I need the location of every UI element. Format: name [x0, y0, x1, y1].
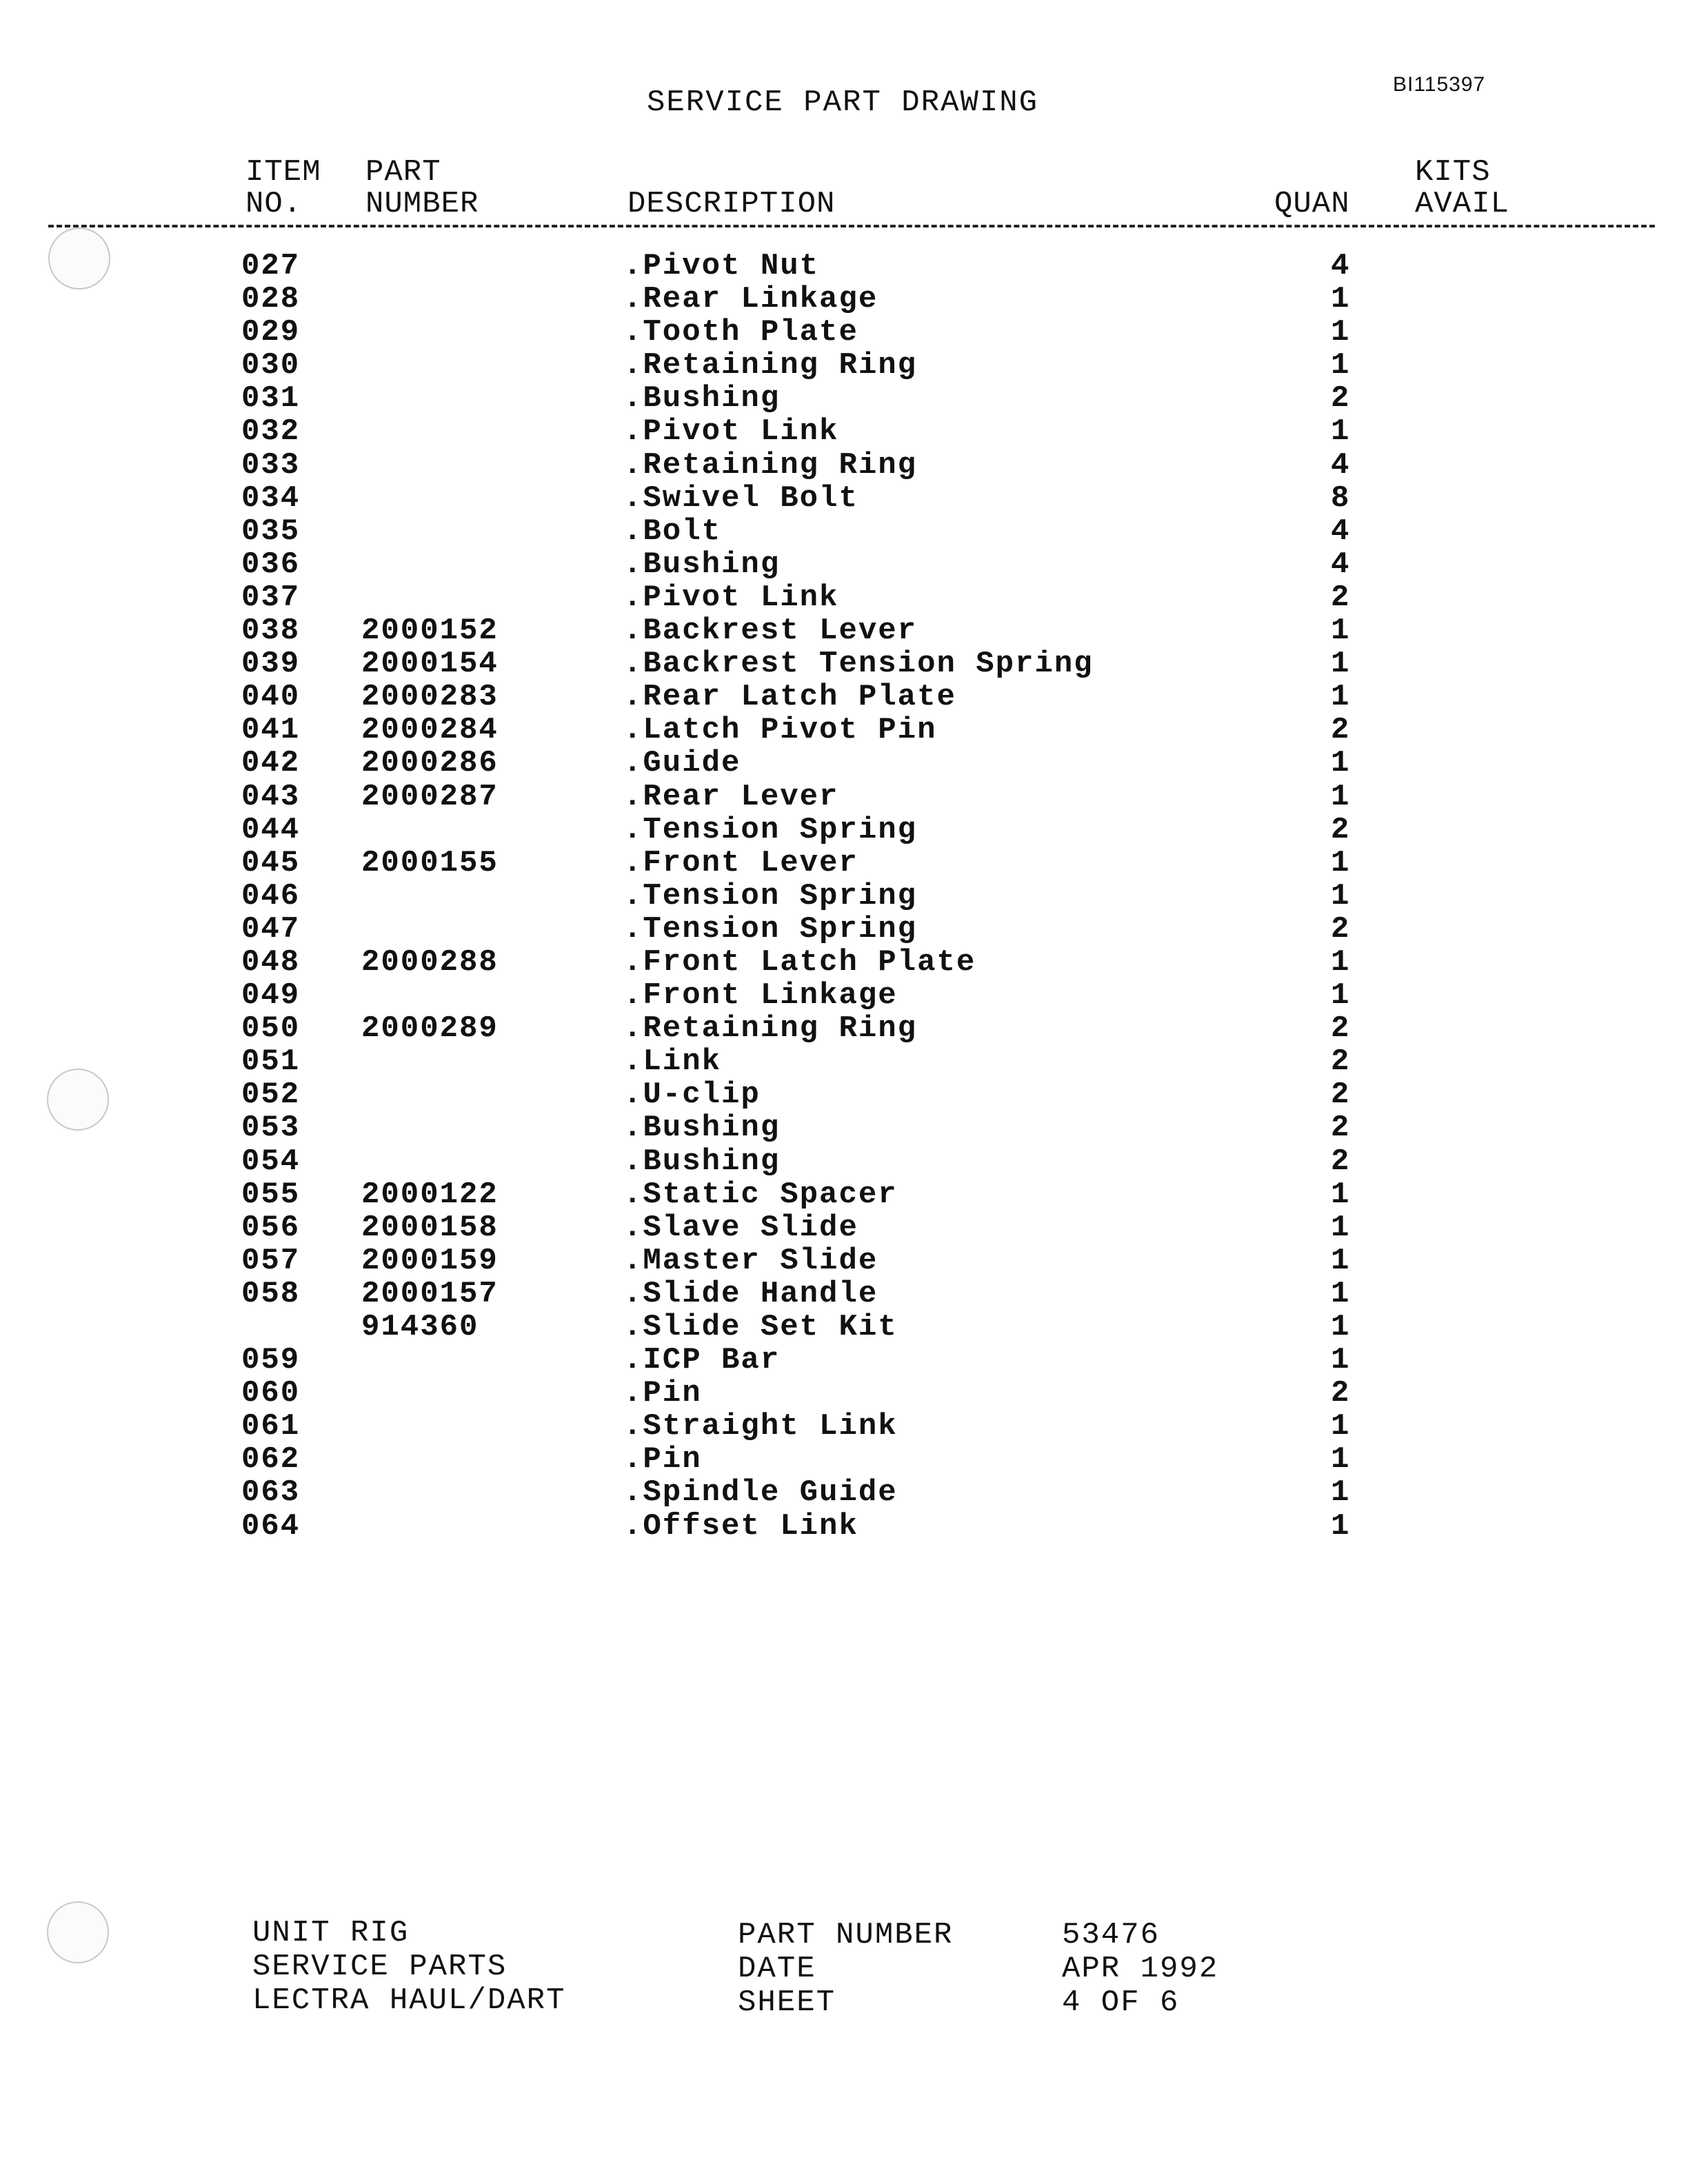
table-row [0, 880, 1688, 913]
quantity: 1 [1331, 1475, 1351, 1510]
table-row [0, 515, 1688, 548]
item-number: 063 [241, 1475, 301, 1510]
item-number: 037 [241, 580, 301, 615]
quantity: 8 [1331, 481, 1351, 516]
quantity: 1 [1331, 614, 1351, 649]
table-row [0, 847, 1688, 880]
quantity: 1 [1331, 647, 1351, 682]
item-number: 042 [241, 746, 301, 781]
part-description: .Straight Link [623, 1409, 898, 1444]
footer-left-line1: UNIT RIG [252, 1916, 410, 1950]
quantity: 2 [1331, 1376, 1351, 1411]
quantity: 1 [1331, 315, 1351, 350]
item-number: 049 [241, 978, 301, 1013]
item-number: 056 [241, 1210, 301, 1245]
item-number: 036 [241, 547, 301, 582]
quantity: 2 [1331, 1011, 1351, 1046]
quantity: 1 [1331, 414, 1351, 449]
table-row [0, 946, 1688, 979]
item-number: 038 [241, 614, 301, 649]
part-description: .Retaining Ring [623, 1011, 918, 1046]
part-description: .Rear Latch Plate [623, 680, 956, 715]
footer-left-line2: SERVICE PARTS [252, 1950, 508, 1984]
quantity: 1 [1331, 944, 1351, 980]
part-number: 2000286 [361, 746, 499, 781]
item-number: 041 [241, 713, 301, 748]
table-row [0, 979, 1688, 1012]
table-row [0, 581, 1688, 614]
quantity: 1 [1331, 1276, 1351, 1311]
part-description: .ICP Bar [623, 1343, 781, 1378]
quantity: 4 [1331, 514, 1351, 549]
table-row [0, 415, 1688, 448]
table-row [0, 482, 1688, 515]
quantity: 1 [1331, 282, 1351, 317]
part-description: .U-clip [623, 1078, 761, 1113]
table-row [0, 1344, 1688, 1377]
quantity: 4 [1331, 447, 1351, 483]
item-number: 039 [241, 647, 301, 682]
table-row [0, 1377, 1688, 1410]
table-row [0, 1078, 1688, 1111]
item-number: 050 [241, 1011, 301, 1046]
item-number: 035 [241, 514, 301, 549]
part-description: .Retaining Ring [623, 348, 918, 383]
part-description: .Backrest Lever [623, 614, 918, 649]
part-description: .Bushing [623, 1111, 781, 1146]
quantity: 1 [1331, 1243, 1351, 1278]
part-number: 2000284 [361, 713, 499, 748]
table-row [0, 1311, 1688, 1344]
item-number: 033 [241, 447, 301, 483]
quantity: 1 [1331, 1177, 1351, 1212]
parts-list [0, 250, 1688, 1543]
item-number: 027 [241, 249, 301, 283]
item-number: 064 [241, 1508, 301, 1544]
table-row [0, 780, 1688, 813]
part-description: .Front Linkage [623, 978, 898, 1013]
quantity: 1 [1331, 1310, 1351, 1344]
part-description: .Tension Spring [623, 812, 918, 847]
quantity: 1 [1331, 680, 1351, 715]
part-number: 914360 [361, 1310, 479, 1344]
quantity: 1 [1331, 845, 1351, 880]
item-number: 055 [241, 1177, 301, 1212]
item-number: 031 [241, 381, 301, 416]
table-row [0, 316, 1688, 349]
item-number: 059 [241, 1343, 301, 1378]
footer-part-number-value: 53476 [1062, 1918, 1160, 1952]
header-part-line2: NUMBER [365, 187, 479, 221]
table-row [0, 614, 1688, 647]
item-number: 060 [241, 1376, 301, 1411]
part-description: .Slave Slide [623, 1210, 858, 1245]
item-number: 054 [241, 1144, 301, 1179]
part-description: .Pivot Nut [623, 249, 820, 283]
item-number: 029 [241, 315, 301, 350]
quantity: 2 [1331, 1111, 1351, 1146]
quantity: 2 [1331, 1044, 1351, 1080]
part-number: 2000283 [361, 680, 499, 715]
table-row [0, 1045, 1688, 1078]
item-number: 046 [241, 878, 301, 913]
item-number: 034 [241, 481, 301, 516]
part-number: 2000158 [361, 1210, 499, 1245]
quantity: 2 [1331, 1144, 1351, 1179]
item-number: 044 [241, 812, 301, 847]
quantity: 1 [1331, 348, 1351, 383]
part-description: .Slide Set Kit [623, 1310, 898, 1344]
item-number: 061 [241, 1409, 301, 1444]
table-row [0, 1277, 1688, 1311]
part-description: .Retaining Ring [623, 447, 918, 483]
part-description: .Tension Spring [623, 878, 918, 913]
quantity: 1 [1331, 978, 1351, 1013]
quantity: 2 [1331, 911, 1351, 947]
quantity: 1 [1331, 779, 1351, 814]
quantity: 4 [1331, 547, 1351, 582]
item-number: 028 [241, 282, 301, 317]
item-number: 052 [241, 1078, 301, 1113]
table-row [0, 1476, 1688, 1509]
part-description: .Rear Linkage [623, 282, 878, 317]
table-row [0, 747, 1688, 780]
part-description: .Front Lever [623, 845, 858, 880]
header-quantity: QUAN [1274, 187, 1350, 221]
item-number: 043 [241, 779, 301, 814]
item-number: 048 [241, 944, 301, 980]
quantity: 1 [1331, 746, 1351, 781]
table-row [0, 548, 1688, 581]
table-row [0, 349, 1688, 382]
header-part-line1: PART [365, 155, 441, 190]
table-row [0, 1145, 1688, 1178]
part-description: .Pivot Link [623, 414, 839, 449]
document-id: BI115397 [1393, 73, 1486, 96]
part-description: .Bolt [623, 514, 722, 549]
table-row [0, 1410, 1688, 1443]
table-row [0, 1244, 1688, 1277]
quantity: 2 [1331, 580, 1351, 615]
part-description: .Latch Pivot Pin [623, 713, 937, 748]
table-row [0, 1211, 1688, 1244]
quantity: 2 [1331, 381, 1351, 416]
quantity: 4 [1331, 249, 1351, 283]
part-number: 2000289 [361, 1011, 499, 1046]
header-item-line2: NO. [245, 187, 303, 221]
table-row [0, 1443, 1688, 1476]
part-number: 2000288 [361, 944, 499, 980]
part-description: .Bushing [623, 547, 781, 582]
item-number: 051 [241, 1044, 301, 1080]
table-row [0, 1012, 1688, 1045]
part-number: 2000159 [361, 1243, 499, 1278]
quantity: 2 [1331, 713, 1351, 748]
table-row [0, 714, 1688, 747]
table-row [0, 449, 1688, 482]
header-item-line1: ITEM [245, 155, 321, 190]
quantity: 1 [1331, 878, 1351, 913]
footer-label-sheet: SHEET [738, 1985, 836, 2020]
footer-label-part-number: PART NUMBER [738, 1918, 954, 1952]
table-row [0, 913, 1688, 946]
part-description: .Swivel Bolt [623, 481, 858, 516]
part-number: 2000154 [361, 647, 499, 682]
part-description: .Bushing [623, 1144, 781, 1179]
table-row [0, 647, 1688, 680]
item-number: 053 [241, 1111, 301, 1146]
quantity: 2 [1331, 812, 1351, 847]
footer-left-line3: LECTRA HAUL/DART [252, 1983, 566, 2018]
footer-sheet-value: 4 OF 6 [1062, 1985, 1180, 2020]
part-description: .Slide Handle [623, 1276, 878, 1311]
item-number: 062 [241, 1442, 301, 1477]
page-title: SERVICE PART DRAWING [647, 85, 1039, 120]
part-description: .Pin [623, 1376, 702, 1411]
quantity: 1 [1331, 1409, 1351, 1444]
part-description: .Tooth Plate [623, 315, 858, 350]
item-number: 030 [241, 348, 301, 383]
table-row [0, 813, 1688, 847]
punch-hole-bottom [47, 1901, 109, 1963]
part-description: .Pin [623, 1442, 702, 1477]
item-number: 040 [241, 680, 301, 715]
part-number: 2000122 [361, 1177, 499, 1212]
part-description: .Guide [623, 746, 741, 781]
item-number: 057 [241, 1243, 301, 1278]
footer-label-date: DATE [738, 1952, 816, 1986]
item-number: 032 [241, 414, 301, 449]
table-row [0, 1178, 1688, 1211]
part-number: 2000287 [361, 779, 499, 814]
part-description: .Bushing [623, 381, 781, 416]
item-number: 047 [241, 911, 301, 947]
part-description: .Master Slide [623, 1243, 878, 1278]
header-divider [48, 225, 1655, 228]
part-description: .Pivot Link [623, 580, 839, 615]
part-description: .Backrest Tension Spring [623, 647, 1094, 682]
table-row [0, 250, 1688, 283]
part-number: 2000157 [361, 1276, 499, 1311]
footer-date-value: APR 1992 [1062, 1952, 1219, 1986]
table-row [0, 680, 1688, 714]
part-description: .Spindle Guide [623, 1475, 898, 1510]
header-kits-line1: KITS [1415, 155, 1491, 190]
table-row [0, 1111, 1688, 1144]
part-number: 2000152 [361, 614, 499, 649]
quantity: 1 [1331, 1508, 1351, 1544]
part-description: .Rear Lever [623, 779, 839, 814]
quantity: 2 [1331, 1078, 1351, 1113]
part-description: .Tension Spring [623, 911, 918, 947]
table-row [0, 382, 1688, 415]
table-row [0, 1510, 1688, 1543]
part-number: 2000155 [361, 845, 499, 880]
part-description: .Front Latch Plate [623, 944, 976, 980]
item-number: 045 [241, 845, 301, 880]
part-description: .Static Spacer [623, 1177, 898, 1212]
quantity: 1 [1331, 1343, 1351, 1378]
table-row [0, 283, 1688, 316]
part-description: .Link [623, 1044, 722, 1080]
header-kits-line2: AVAIL [1415, 187, 1510, 221]
quantity: 1 [1331, 1210, 1351, 1245]
quantity: 1 [1331, 1442, 1351, 1477]
header-description: DESCRIPTION [627, 187, 836, 221]
item-number: 058 [241, 1276, 301, 1311]
part-description: .Offset Link [623, 1508, 858, 1544]
